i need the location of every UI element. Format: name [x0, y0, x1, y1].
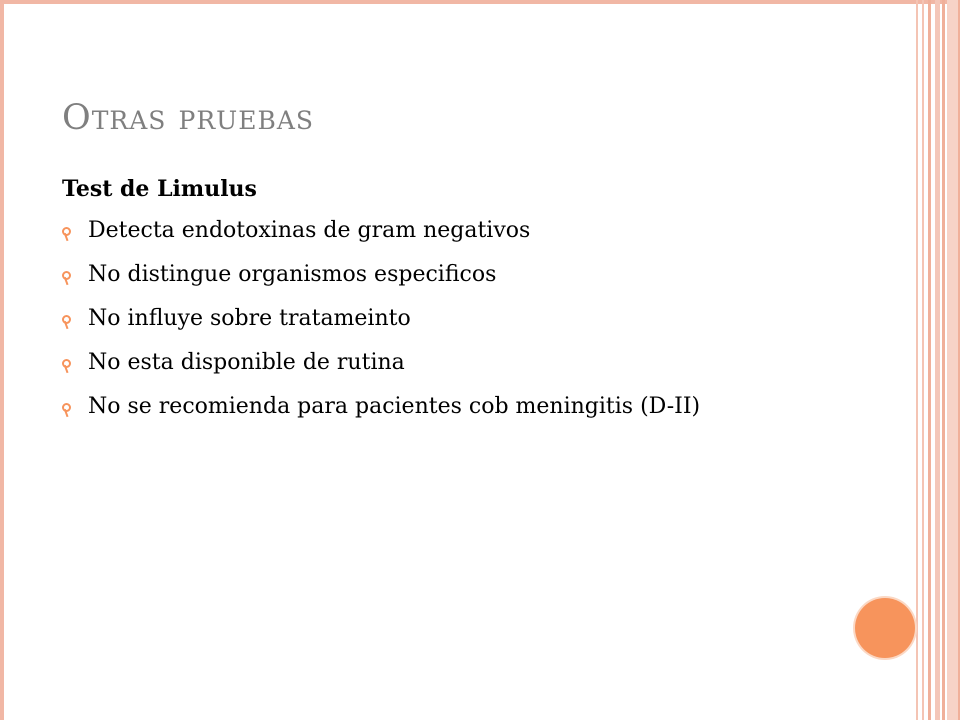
- list-item-text: No esta disponible de rutina: [88, 350, 405, 375]
- frame-top-border: [0, 0, 960, 4]
- list-item-text: Detecta endotoxinas de gram negativos: [88, 218, 531, 243]
- frame-left-border: [0, 0, 4, 720]
- list-item: [62, 262, 842, 288]
- list-item: [62, 394, 842, 420]
- subheading: Test de Limulus: [62, 176, 257, 202]
- bullet-icon: [62, 315, 71, 324]
- list-item: [62, 218, 842, 244]
- stripe: [928, 0, 931, 720]
- slide-title: Otras pruebas: [62, 98, 315, 138]
- bullet-icon: [62, 271, 71, 280]
- bullet-icon: [62, 359, 71, 368]
- stripe: [922, 0, 924, 720]
- list-item: [62, 350, 842, 376]
- stripe: [942, 0, 945, 720]
- list-item-text: No se recomienda para pacientes cob meningitis (D-II): [88, 394, 701, 419]
- stripe: [916, 0, 918, 720]
- list-item: [62, 306, 842, 332]
- bullet-icon: [62, 403, 71, 412]
- decorative-circle: [855, 598, 915, 658]
- bullet-icon: [62, 227, 71, 236]
- stripe: [935, 0, 940, 720]
- stripe: [947, 0, 958, 720]
- right-decorative-stripes: [916, 0, 960, 720]
- bullet-list: [62, 218, 842, 420]
- slide-content: [62, 176, 842, 438]
- list-item-text: No influye sobre tratameinto: [88, 306, 411, 331]
- list-item-text: No distingue organismos especificos: [88, 262, 497, 287]
